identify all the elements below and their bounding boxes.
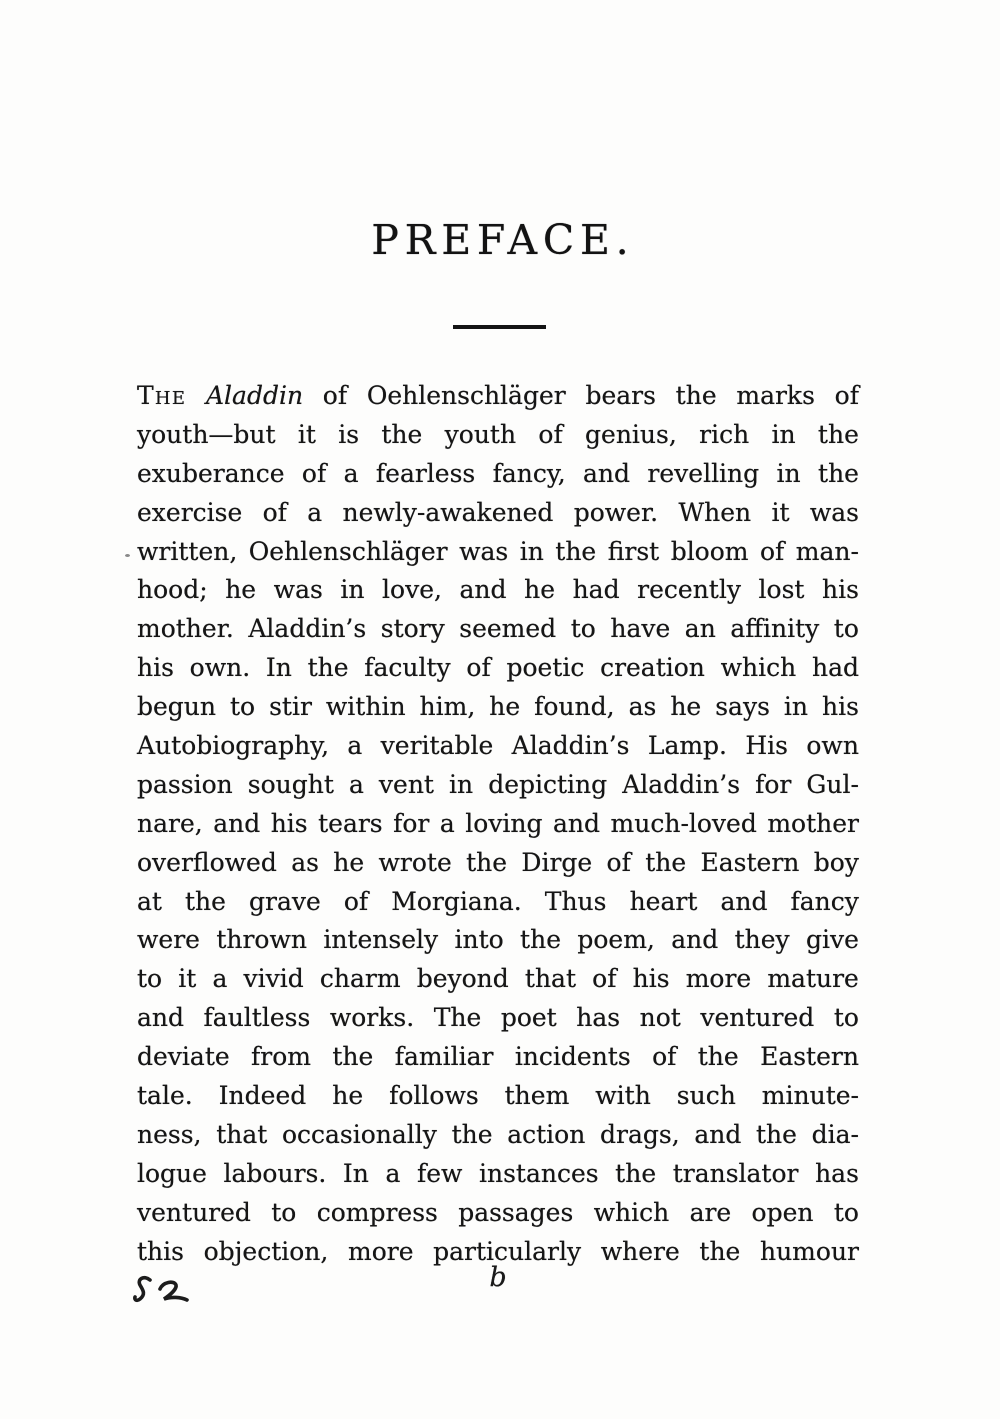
word: which	[720, 653, 797, 683]
text-line	[137, 494, 859, 533]
page-title: PREFACE.	[371, 216, 635, 264]
word: such	[676, 1081, 736, 1111]
word: the	[675, 381, 717, 410]
word: in	[776, 458, 801, 488]
word: of	[466, 653, 491, 683]
word: of	[262, 497, 287, 527]
text-line	[137, 571, 859, 610]
text-line	[137, 1194, 859, 1233]
word: The	[433, 1003, 482, 1033]
word: occasionally	[281, 1119, 437, 1149]
word: drags,	[600, 1119, 680, 1149]
word: at	[137, 886, 162, 916]
word: the	[699, 1236, 741, 1266]
word: particularly	[433, 1236, 582, 1266]
word: recently	[637, 575, 741, 605]
word: more	[347, 1236, 414, 1266]
word: vent	[378, 769, 434, 799]
word: bears	[585, 381, 656, 410]
word: to	[271, 1197, 297, 1227]
word: love,	[382, 575, 442, 605]
word: passion	[137, 769, 233, 799]
word: and	[137, 1003, 185, 1033]
word: it	[297, 419, 316, 449]
word: found,	[534, 692, 615, 722]
word: man-	[795, 536, 859, 566]
text-line	[137, 688, 859, 727]
word: the	[817, 419, 859, 449]
text-line	[137, 766, 859, 805]
text-line	[137, 960, 859, 999]
word: first	[607, 536, 660, 566]
word: the	[332, 1042, 374, 1072]
word: logue	[137, 1158, 207, 1188]
word: exuberance	[137, 458, 285, 488]
word: is	[338, 419, 360, 449]
word: faultless	[203, 1003, 311, 1033]
word: a	[385, 1158, 401, 1188]
word: to	[833, 1003, 859, 1033]
word: rich	[699, 419, 750, 449]
word: and	[720, 886, 768, 916]
word: fancy	[790, 886, 859, 916]
text-line	[137, 455, 859, 494]
word: affinity	[730, 614, 820, 644]
word: Lamp.	[647, 731, 728, 761]
word: much-loved	[610, 808, 757, 838]
word: boy	[813, 847, 859, 877]
word: vivid	[243, 964, 304, 994]
word: Eastern	[700, 847, 800, 877]
word: overflowed	[137, 847, 277, 877]
word: was	[273, 575, 323, 605]
word: of	[592, 964, 617, 994]
word: hood;	[137, 575, 208, 605]
word: story	[380, 614, 445, 644]
word: intensely	[323, 925, 439, 955]
word: Dirge	[521, 847, 593, 877]
word: nare,	[137, 808, 203, 838]
word: Oehlenschläger	[366, 381, 566, 410]
word: beyond	[416, 964, 509, 994]
word: and	[694, 1119, 742, 1149]
word: and	[671, 925, 719, 955]
word: in	[449, 769, 474, 799]
word: with	[595, 1081, 651, 1111]
scan-artifact	[125, 554, 130, 557]
word: of	[834, 381, 859, 410]
word: youth—but	[137, 419, 276, 449]
word: When	[678, 497, 752, 527]
word: familiar	[394, 1042, 494, 1072]
word: to	[833, 1197, 859, 1227]
word: sought	[247, 769, 334, 799]
word: to	[137, 964, 163, 994]
word: more	[685, 964, 752, 994]
word: he	[333, 847, 365, 877]
word: to	[230, 692, 256, 722]
word: for	[393, 808, 430, 838]
word: mature	[767, 964, 859, 994]
word: from	[251, 1042, 312, 1072]
word: power.	[573, 497, 659, 527]
preface-text	[137, 377, 859, 1271]
word: as	[291, 847, 319, 877]
word: veritable	[380, 731, 494, 761]
word: it	[178, 964, 197, 994]
word: Gul-	[806, 769, 859, 799]
word: to	[833, 614, 859, 644]
word: give	[806, 925, 859, 955]
word: heart	[629, 886, 698, 916]
text-line	[137, 1116, 859, 1155]
word: newly-awakened	[342, 497, 554, 527]
word: minute-	[761, 1081, 859, 1111]
text-line	[137, 1077, 859, 1116]
word: of	[538, 419, 563, 449]
word: humour	[759, 1236, 859, 1266]
word: passages	[458, 1197, 574, 1227]
word: and	[583, 458, 631, 488]
word: was	[459, 536, 509, 566]
word: mother.	[137, 614, 234, 644]
word: marks	[736, 381, 815, 410]
word: charm	[319, 964, 401, 994]
text-line	[137, 1038, 859, 1077]
word: deviate	[137, 1042, 230, 1072]
word: a	[439, 808, 455, 838]
word: grave	[249, 886, 321, 916]
word: that	[216, 1119, 268, 1149]
word: he	[670, 692, 702, 722]
word: poet	[500, 1003, 557, 1033]
word: an	[684, 614, 716, 644]
word: incidents	[514, 1042, 631, 1072]
word: has	[815, 1158, 859, 1188]
word: Aladdin’s	[248, 614, 367, 644]
word: fearless	[375, 458, 476, 488]
word: in	[783, 692, 808, 722]
word: own.	[189, 653, 251, 683]
word: the	[451, 1119, 493, 1149]
word: ventured	[700, 1003, 815, 1033]
word: the	[520, 925, 561, 955]
text-line	[137, 921, 859, 960]
word: his	[270, 808, 308, 838]
word: the	[555, 536, 597, 566]
word: a	[348, 769, 364, 799]
word: his	[822, 575, 859, 605]
word: depicting	[488, 769, 608, 799]
word: were	[137, 925, 200, 955]
word: he	[225, 575, 257, 605]
word: the	[615, 1158, 657, 1188]
word: of	[652, 1042, 677, 1072]
word: not	[639, 1003, 681, 1033]
word: action	[507, 1119, 586, 1149]
word: creation	[600, 653, 705, 683]
word: works.	[329, 1003, 415, 1033]
word: revelling	[647, 458, 760, 488]
word: he	[489, 692, 521, 722]
word: are	[689, 1197, 732, 1227]
word: a	[212, 964, 228, 994]
text-line	[137, 883, 859, 922]
word: and	[459, 575, 507, 605]
word: objection,	[203, 1236, 329, 1266]
text-line	[137, 377, 859, 416]
word: this	[137, 1236, 184, 1266]
word: seemed	[459, 614, 557, 644]
word: His	[745, 731, 789, 761]
word: the	[307, 653, 349, 683]
word: the	[756, 1119, 797, 1149]
word: Oehlenschläger	[248, 536, 448, 566]
word: in	[340, 575, 365, 605]
word: ness,	[137, 1119, 202, 1149]
word: his	[137, 653, 174, 683]
word: lost	[758, 575, 805, 605]
word: where	[600, 1236, 680, 1266]
word: poem,	[577, 925, 655, 955]
word: tears	[318, 808, 383, 838]
word: and	[213, 808, 261, 838]
word: within	[325, 692, 406, 722]
word: stir	[269, 692, 312, 722]
word: he	[524, 575, 556, 605]
word: mother	[767, 808, 859, 838]
word: few	[416, 1158, 463, 1188]
word: Aladdin’s	[511, 731, 630, 761]
word: of	[606, 847, 631, 877]
word: In	[265, 653, 292, 683]
word: tale.	[137, 1081, 193, 1111]
word: the	[185, 886, 226, 916]
word: Indeed	[218, 1081, 307, 1111]
word: that	[524, 964, 577, 994]
word: labours.	[223, 1158, 327, 1188]
word: them	[504, 1081, 570, 1111]
word: loving	[465, 808, 543, 838]
italic-word: Aladdin	[206, 381, 304, 410]
word: compress	[316, 1197, 438, 1227]
word: says	[715, 692, 770, 722]
word: and	[553, 808, 601, 838]
signature-mark: b	[489, 1262, 507, 1293]
word: the	[697, 1042, 739, 1072]
word: a	[307, 497, 323, 527]
word: dia-	[811, 1119, 859, 1149]
word: of	[301, 458, 327, 488]
word: his	[821, 692, 859, 722]
word: into	[454, 925, 504, 955]
word: Thus	[544, 886, 607, 916]
text-line	[137, 805, 859, 844]
word: him,	[419, 692, 476, 722]
text-line	[137, 416, 859, 455]
word: was	[809, 497, 859, 527]
text-line	[137, 610, 859, 649]
word: has	[576, 1003, 621, 1033]
word: which	[593, 1197, 670, 1227]
word: Aladdin’s	[622, 769, 741, 799]
word: in	[519, 536, 544, 566]
word: he	[332, 1081, 364, 1111]
word: the	[818, 458, 859, 488]
word: it	[771, 497, 790, 527]
word: a	[347, 731, 363, 761]
word: the	[645, 847, 687, 877]
word: of	[759, 536, 785, 566]
word: Morgiana.	[391, 886, 522, 916]
word: follows	[389, 1081, 479, 1111]
word: in	[771, 419, 796, 449]
word: In	[342, 1158, 369, 1188]
word: own	[806, 731, 859, 761]
word: had	[572, 575, 620, 605]
text-line	[137, 727, 859, 766]
word: a	[343, 458, 359, 488]
word: of	[322, 381, 348, 410]
word: faculty	[364, 653, 451, 683]
word: bloom	[670, 536, 749, 566]
word: Eastern	[760, 1042, 859, 1072]
word: exercise	[137, 497, 243, 527]
word: genius,	[585, 419, 677, 449]
smallcaps-word: The	[137, 381, 187, 410]
word: ventured	[137, 1197, 251, 1227]
text-line	[137, 649, 859, 688]
word: had	[811, 653, 859, 683]
title-divider	[453, 325, 546, 329]
page-footer	[137, 1262, 859, 1322]
word: poetic	[506, 653, 585, 683]
word: of	[343, 886, 369, 916]
word: Autobiography,	[137, 731, 330, 761]
word: as	[628, 692, 657, 722]
word: the	[381, 419, 423, 449]
word: youth	[444, 419, 517, 449]
word: instances	[478, 1158, 599, 1188]
word: translator	[672, 1158, 799, 1188]
word: to	[570, 614, 596, 644]
word: they	[734, 925, 790, 955]
word: written,	[137, 536, 238, 566]
text-line	[137, 999, 859, 1038]
word: the	[466, 847, 508, 877]
word: wrote	[378, 847, 452, 877]
word: have	[610, 614, 671, 644]
text-line	[137, 844, 859, 883]
word: for	[755, 769, 792, 799]
text-line	[137, 1155, 859, 1194]
text-line	[137, 533, 859, 572]
word: thrown	[216, 925, 307, 955]
word: begun	[137, 692, 217, 722]
word: open	[751, 1197, 814, 1227]
word: his	[632, 964, 670, 994]
handwritten-mark	[131, 1270, 199, 1318]
word: fancy,	[492, 458, 566, 488]
